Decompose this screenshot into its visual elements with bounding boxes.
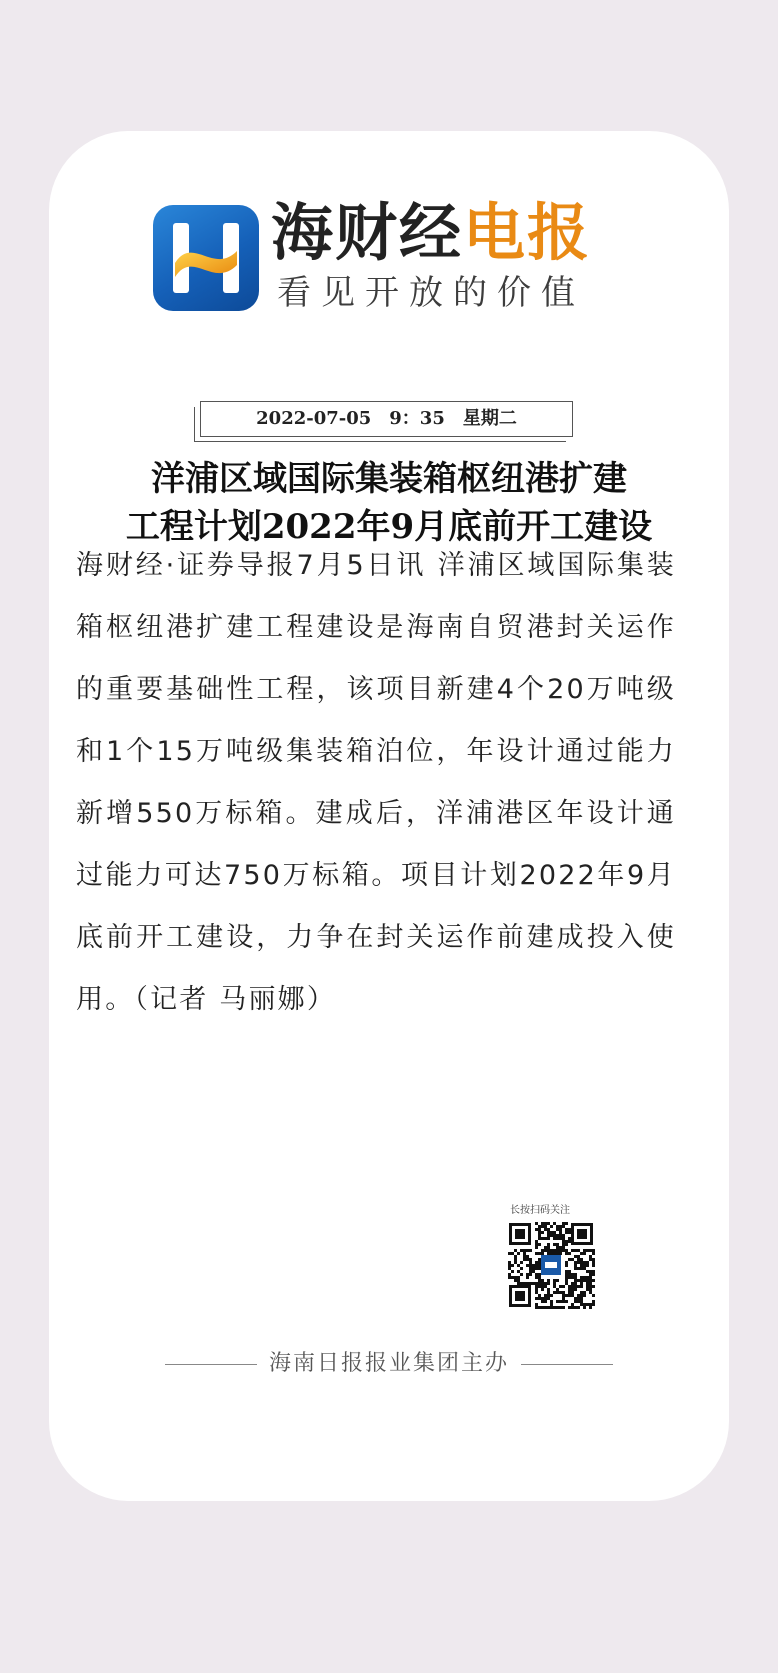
brand-name-part1: 海财经 [271,196,464,269]
brand-name [271,197,591,269]
footer-organizer: 海南日报报业集团主办 [268,1351,509,1376]
footer-divider-left [165,1364,257,1365]
publish-datetime: 2022-07-05 9：35 星期二 [256,408,517,429]
headline-line-2: 工程计划2022年9月底前开工建设 [125,507,653,547]
footer-divider-right [521,1364,613,1365]
brand-slogan: 看见开放的价值 [277,273,585,313]
date-box [200,401,573,437]
footer [49,1346,729,1377]
news-card [49,131,729,1501]
article-body: 海财经·证券导报7月5日讯 洋浦区域国际集装箱枢纽港扩建工程建设是海南自贸港封关运作的重要基础性工程，该项目新建4个20万吨级和1个15万吨级集装箱泊位，年设计通过能力新增550万标箱。建成后，洋浦港区年设计通过能力可达750万标箱。项目计划2022年9月底前开工建设，力争在封关运作前建成投入使用。（记者 马丽娜） [76,550,676,1015]
brand-name-part2: 电报 [463,196,592,269]
qr-code-icon[interactable] [507,1221,595,1309]
qr-caption: 长按扫码关注 [510,1205,570,1216]
brand-logo-icon [153,205,259,311]
headline-line-1: 洋浦区域国际集装箱枢纽港扩建 [151,459,627,499]
